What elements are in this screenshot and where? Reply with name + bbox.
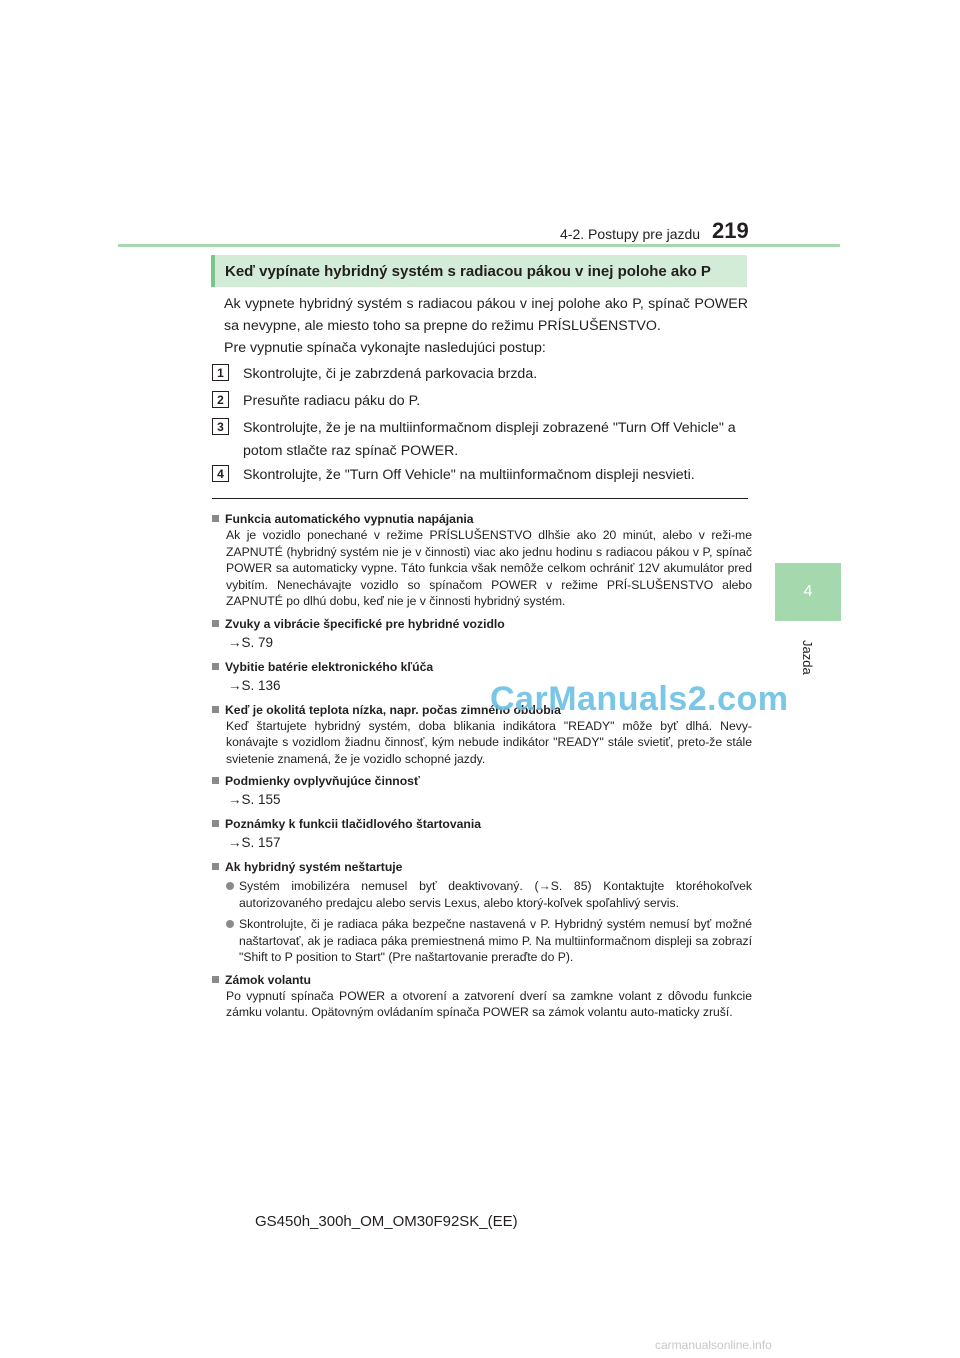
square-bullet-icon	[212, 663, 219, 670]
note-title: Zvuky a vibrácie špecifické pre hybridné vozidlo	[225, 616, 505, 631]
note-body: Po vypnutí spínača POWER a otvorení a zatvorení dverí sa zamkne volant z dôvodu funkcie zámku volantu. Opätovným ovládaním spínača POWER sa zámok volantu auto-maticky zruší.	[226, 988, 752, 1019]
note-title: Vybitie batérie elektronického kľúča	[225, 659, 434, 674]
square-bullet-icon	[212, 863, 219, 870]
intro-paragraph: Ak vypnete hybridný systém s radiacou pákou v inej polohe ako P, spínač POWER sa nevypne, ale miesto toho sa prepne do režimu PRÍSLUŠENSTVO.	[224, 296, 748, 334]
step-number: 4	[212, 465, 229, 482]
page-reference: →S. 136	[228, 677, 281, 693]
note-title: Podmienky ovplyvňujúce činnosť	[225, 774, 420, 788]
square-bullet-icon	[212, 706, 219, 713]
note-body: Keď štartujete hybridný systém, doba blikania indikátora "READY" môže byť dlhá. Nevy-konávajte s vozidlom žiadnu činnosť, kým nebude indikátor "READY" stále svietiť, preto-že stále svietenie znamená, že je vozidlo schopné jazdy.	[226, 718, 752, 766]
note-system-not-starting	[212, 859, 752, 966]
site-watermark: carmanualsonline.info	[655, 1338, 772, 1352]
notes-section	[212, 511, 752, 1027]
document-code: GS450h_300h_OM_OM30F92SK_(EE)	[255, 1213, 518, 1230]
note-steering-lock	[212, 972, 752, 1021]
note-title: Zámok volantu	[225, 972, 312, 987]
header-rule	[118, 244, 840, 247]
square-bullet-icon	[212, 620, 219, 627]
square-bullet-icon	[212, 515, 219, 522]
note-sounds-vibrations	[212, 616, 752, 653]
step-text: Presuňte radiacu páku do P.	[243, 393, 421, 409]
step-text: Skontrolujte, že je na multiinformačnom displeji zobrazené "Turn Off Vehicle" a potom stlačte raz spínač POWER.	[243, 420, 736, 459]
chapter-tab	[775, 563, 841, 621]
chapter-number: 4	[803, 583, 813, 600]
note-title: Ak hybridný systém neštartuje	[225, 860, 403, 874]
bullet-item	[212, 916, 752, 966]
note-operating-conditions	[212, 773, 752, 810]
round-bullet-icon	[226, 920, 234, 928]
bullet-text: Skontrolujte, či je radiaca páka bezpečne nastavená v P. Hybridný systém nemusí byť možné naštartovať, ak je radiaca páka premiestnená mimo P. Na multiinformačnom displeji sa zobrazí "Shift to P position to Start" (Pre naštartovanie preraďte do P).	[239, 917, 752, 964]
watermark: CarManuals2.com	[490, 680, 789, 718]
note-auto-power-off	[212, 511, 752, 610]
step-number: 3	[212, 418, 229, 435]
section-title: Keď vypínate hybridný systém s radiacou pákou v inej polohe ako P	[211, 255, 747, 287]
round-bullet-icon	[226, 882, 234, 890]
page-number: 219	[712, 218, 749, 243]
step-number: 1	[212, 364, 229, 381]
section-divider	[212, 498, 748, 499]
note-title: Keď je okolitá teplota nízka, napr. počas zimného obdobia	[225, 702, 561, 717]
bullet-item	[212, 878, 752, 911]
note-title: Poznámky k funkcii tlačidlového štartovania	[225, 817, 482, 831]
intro-instruction: Pre vypnutie spínača vykonajte nasledujúci postup:	[224, 340, 546, 356]
page-reference: →S. 157	[228, 835, 281, 850]
square-bullet-icon	[212, 976, 219, 983]
page-reference: →S. 79	[228, 634, 274, 650]
intro-text	[224, 293, 748, 359]
note-body: Ak je vozidlo ponechané v režime PRÍSLUŠENSTVO dlhšie ako 20 minút, alebo v reži-me ZAPNUTÉ (hybridný systém nie je v činnosti) viac ako jednu hodinu s radiacou pákou v P, spínač POWER sa automaticky vypne. Táto funkcia však nemôže celkom ochrániť 12V akumulátor pred vybitím. Nenechávajte vozidlo so spínačom POWER v režime PRÍ-SLUŠENSTVO alebo ZAPNUTÉ po dlhú dobu, keď nie je v činnosti hybridný systém.	[226, 528, 752, 608]
page-reference: →S. 155	[228, 792, 281, 807]
bullet-text: Systém imobilizéra nemusel byť deaktivovaný. (→S. 85) Kontaktujte ktoréhokoľvek autorizovaného predajcu alebo servis Lexus, alebo ktorý-koľvek spoľahlivý servis.	[239, 879, 752, 910]
square-bullet-icon	[212, 820, 219, 827]
section-label: 4-2. Postupy pre jazdu	[560, 226, 701, 242]
step-text: Skontrolujte, že "Turn Off Vehicle" na multiinformačnom displeji nesvieti.	[243, 467, 695, 483]
note-push-start	[212, 816, 752, 853]
chapter-name: Jazda	[800, 640, 815, 675]
step-number: 2	[212, 391, 229, 408]
note-title: Funkcia automatického vypnutia napájania	[225, 512, 474, 526]
step-text: Skontrolujte, či je zabrzdená parkovacia brzda.	[243, 366, 538, 382]
square-bullet-icon	[212, 777, 219, 784]
